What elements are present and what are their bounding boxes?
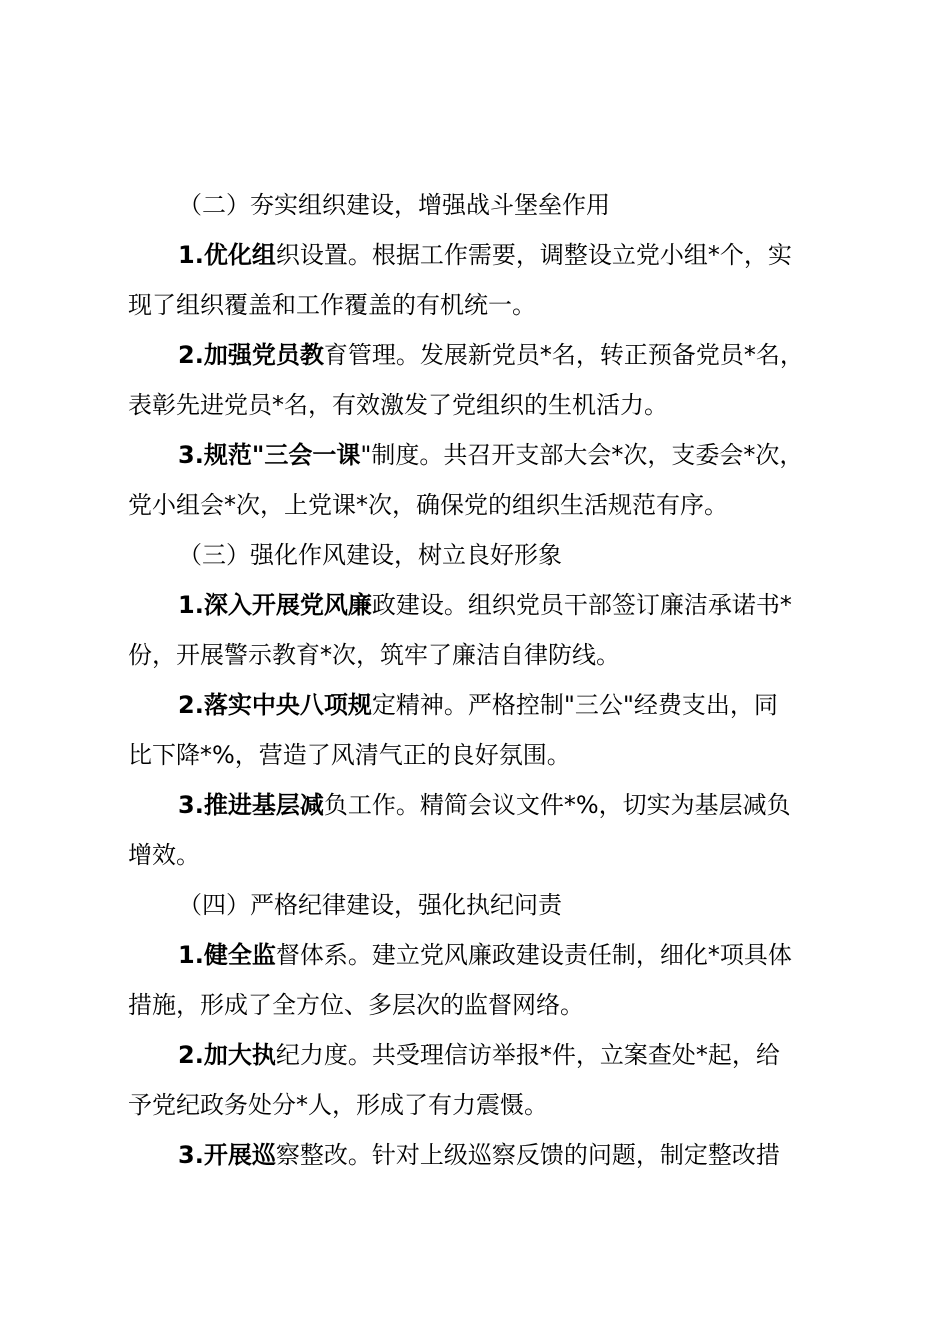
paragraph: [128, 580, 836, 680]
paragraph-lead: 3.开展巡: [178, 1141, 276, 1169]
paragraph: [128, 430, 836, 530]
paragraph: [128, 330, 836, 430]
paragraph-text: 党小组会*次，上党课*次，确保党的组织生活规范有序。: [128, 491, 728, 519]
paragraph: [128, 680, 836, 780]
paragraph: [128, 1130, 836, 1180]
paragraph-text: 政建设。组织党员干部签订廉洁承诺书*: [371, 591, 792, 619]
section-heading: （二）夯实组织建设，增强战斗堡垒作用: [178, 191, 610, 219]
paragraph-text: 措施，形成了全方位、多层次的监督网络。: [128, 991, 584, 1019]
paragraph-lead: 1.优化组: [178, 241, 276, 269]
paragraph-lead: 2.加大执: [178, 1041, 276, 1069]
paragraph: [128, 230, 836, 330]
paragraph-text: 现了组织覆盖和工作覆盖的有机统一。: [128, 291, 536, 319]
paragraph-lead: 1.健全监: [178, 941, 276, 969]
paragraph-text: 织设置。根据工作需要，调整设立党小组*个，实: [275, 241, 792, 269]
paragraph-text: 育管理。发展新党员*名，转正预备党员*名，: [323, 341, 804, 369]
paragraph-lead: 2.落实中央八项规: [178, 691, 372, 719]
paragraph-text: 予党纪政务处分*人，形成了有力震慑。: [128, 1091, 548, 1119]
paragraph-text: 定精神。严格控制"三公"经费支出，同: [371, 691, 778, 719]
paragraph-text: 督体系。建立党风廉政建设责任制，细化*项具体: [275, 941, 792, 969]
paragraph-text: 比下降*%，营造了风清气正的良好氛围。: [128, 741, 571, 769]
paragraph-text: 份，开展警示教育*次，筑牢了廉洁自律防线。: [128, 641, 620, 669]
paragraph-text: 纪力度。共受理信访举报*件，立案查处*起，给: [275, 1041, 780, 1069]
paragraph-lead: 3.推进基层减: [178, 791, 324, 819]
paragraph: [128, 930, 836, 1030]
paragraph: [128, 780, 836, 880]
paragraph-text: 增效。: [128, 841, 200, 869]
paragraph-lead: 2.加强党员教: [178, 341, 324, 369]
paragraph-text: 负工作。精简会议文件*%，切实为基层减负: [323, 791, 791, 819]
section-heading: （三）强化作风建设，树立良好形象: [178, 541, 562, 569]
document-body: [128, 180, 836, 1180]
paragraph-text: 表彰先进党员*名，有效激发了党组织的生机活力。: [128, 391, 668, 419]
paragraph-text: "制度。共召开支部大会*次，支委会*次，: [360, 441, 804, 469]
paragraph: [128, 1030, 836, 1130]
paragraph-text: 察整改。针对上级巡察反馈的问题，制定整改措: [275, 1141, 780, 1169]
section-heading: （四）严格纪律建设，强化执纪问责: [178, 891, 562, 919]
paragraph-lead: 1.深入开展党风廉: [178, 591, 372, 619]
paragraph-lead: 3.规范"三会一课: [178, 441, 361, 469]
